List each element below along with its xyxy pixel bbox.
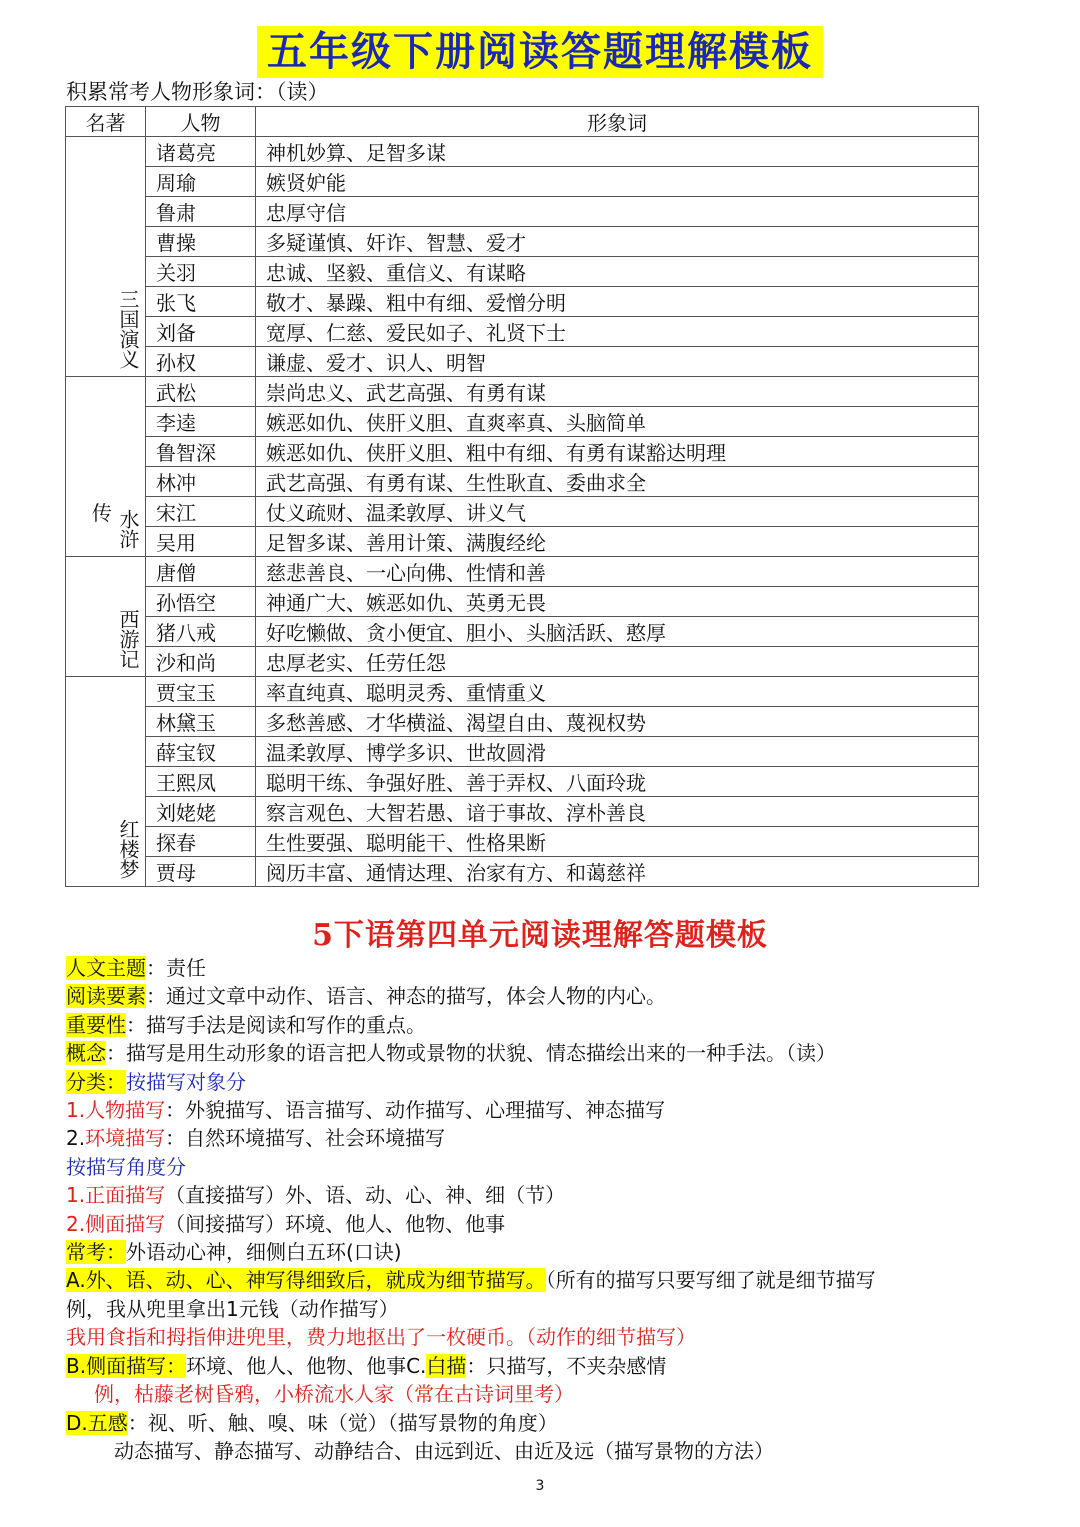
character-traits: 仗义疏财、温柔敦厚、讲义气 <box>256 497 979 527</box>
notes-block <box>66 954 1026 1465</box>
example1-detail: 我用食指和拇指伸进兜里，费力地抠出了一枚硬币。（动作的细节描写） <box>66 1325 696 1350</box>
character-name: 猪八戒 <box>146 617 256 647</box>
example1-prefix: 例，我从兜里拿出1元钱（动作描写） <box>66 1296 399 1321</box>
table-row <box>66 617 979 647</box>
character-traits: 足智多谋、善用计策、满腹经纶 <box>256 527 979 557</box>
table-row <box>66 137 979 167</box>
page-number: 3 <box>535 1478 545 1494</box>
reading-text: ：通过文章中动作、语言、神态的描写，体会人物的内心。 <box>146 984 666 1009</box>
section2-title: 5下语第四单元阅读理解答题模板 <box>312 918 768 953</box>
often-label: 常考： <box>66 1240 126 1265</box>
character-name: 孙悟空 <box>146 587 256 617</box>
character-traits: 神通广大、嫉恶如仇、英勇无畏 <box>256 587 979 617</box>
table-row <box>66 587 979 617</box>
character-traits: 武艺高强、有勇有谋、生性耿直、委曲求全 <box>256 467 979 497</box>
b-highlight: B.侧面描写： <box>66 1353 187 1378</box>
book-name: 红楼梦 <box>116 819 140 879</box>
table-row <box>66 647 979 677</box>
table-row <box>66 557 979 587</box>
character-name: 鲁智深 <box>146 437 256 467</box>
c-highlight: 白描 <box>426 1353 467 1378</box>
c2-num: 2. <box>66 1126 86 1151</box>
table-row <box>66 227 979 257</box>
book-cell <box>66 677 146 887</box>
character-traits: 敬才、暴躁、粗中有细、爱憎分明 <box>256 287 979 317</box>
character-name: 宋江 <box>146 497 256 527</box>
book-name: 三国演义 <box>116 289 140 369</box>
theme-text: ：责任 <box>146 956 206 980</box>
book-name: 西游记 <box>116 609 140 669</box>
character-traits: 生性要强、聪明能干、性格果断 <box>256 827 979 857</box>
table-row <box>66 497 979 527</box>
character-traits: 温柔敦厚、博学多识、世故圆滑 <box>256 737 979 767</box>
c-text: ：只描写，不夹杂感情 <box>466 1353 667 1378</box>
c1-text: ：外貌描写、语言描写、动作描写、心理描写、神态描写 <box>165 1098 666 1123</box>
table-row <box>66 767 979 797</box>
book-cell <box>66 377 146 557</box>
table-row <box>66 707 979 737</box>
c1-num: 1. <box>66 1098 86 1123</box>
character-traits: 慈悲善良、一心向佛、性情和善 <box>256 557 979 587</box>
table-row <box>66 467 979 497</box>
methods-text: 动态描写、静态描写、动静结合、由远到近、由近及远（描写景物的方法） <box>114 1438 774 1463</box>
character-name: 武松 <box>146 377 256 407</box>
character-name: 孙权 <box>146 347 256 377</box>
table-subtitle: 积累常考人物形象词：（读） <box>66 80 329 104</box>
a2-label: 侧面描写 <box>85 1211 166 1236</box>
table-row <box>66 167 979 197</box>
character-name: 诸葛亮 <box>146 137 256 167</box>
character-traits: 忠厚守信 <box>256 197 979 227</box>
importance-text: ：描写手法是阅读和写作的重点。 <box>126 1012 426 1037</box>
character-traits: 阅历丰富、通情达理、治家有方、和蔼慈祥 <box>256 857 979 887</box>
character-name: 探春 <box>146 827 256 857</box>
character-name: 林冲 <box>146 467 256 497</box>
character-name: 刘备 <box>146 317 256 347</box>
character-traits: 宽厚、仁慈、爱民如子、礼贤下士 <box>256 317 979 347</box>
character-traits: 率直纯真、聪明灵秀、重情重义 <box>256 677 979 707</box>
book-cell <box>66 137 146 377</box>
table-row <box>66 317 979 347</box>
table-row <box>66 407 979 437</box>
table-row <box>66 287 979 317</box>
character-name: 刘姥姥 <box>146 797 256 827</box>
table-row <box>66 527 979 557</box>
book-name: 水浒 <box>116 509 140 549</box>
table-row <box>66 377 979 407</box>
character-table <box>65 106 979 887</box>
a-text: （所有的描写只要写细了就是细节描写 <box>545 1268 876 1293</box>
header-book: 名著 <box>66 107 146 137</box>
reading-label: 阅读要素 <box>66 984 146 1009</box>
character-traits: 好吃懒做、贪小便宜、胆小、头脑活跃、憨厚 <box>256 617 979 647</box>
class-label: 分类： <box>66 1069 126 1094</box>
character-name: 周瑜 <box>146 167 256 197</box>
character-traits: 聪明干练、争强好胜、善于弄权、八面玲珑 <box>256 767 979 797</box>
table-row <box>66 347 979 377</box>
character-name: 唐僧 <box>146 557 256 587</box>
character-name: 鲁肃 <box>146 197 256 227</box>
character-traits: 嫉恶如仇、侠肝义胆、直爽率真、头脑简单 <box>256 407 979 437</box>
table-row <box>66 437 979 467</box>
character-name: 王熙凤 <box>146 767 256 797</box>
book-cell <box>66 557 146 677</box>
character-traits: 忠诚、坚毅、重信义、有谋略 <box>256 257 979 287</box>
a2-num: 2. <box>66 1211 86 1236</box>
table-row <box>66 737 979 767</box>
table-row <box>66 797 979 827</box>
concept-label: 概念 <box>66 1041 106 1066</box>
class-text: 按描写对象分 <box>126 1069 246 1094</box>
character-traits: 察言观色、大智若愚、谙于事故、淳朴善良 <box>256 797 979 827</box>
character-name: 曹操 <box>146 227 256 257</box>
a-highlight: A.外、语、动、心、神写得细致后，就成为细节描写。 <box>66 1268 546 1293</box>
page-title: 五年级下册阅读答题理解模板 <box>257 26 823 78</box>
importance-label: 重要性 <box>66 1012 126 1037</box>
character-name: 李逵 <box>146 407 256 437</box>
d-highlight: D.五感 <box>66 1410 128 1435</box>
angle-title: 按描写角度分 <box>66 1154 186 1179</box>
often-text: 外语动心神，细侧白五环(口诀) <box>126 1240 402 1265</box>
table-row <box>66 827 979 857</box>
example2: 例，枯藤老树昏鸦，小桥流水人家（常在古诗词里考） <box>94 1382 574 1407</box>
character-name: 贾宝玉 <box>146 677 256 707</box>
character-name: 薛宝钗 <box>146 737 256 767</box>
character-name: 贾母 <box>146 857 256 887</box>
table-row <box>66 257 979 287</box>
b-text: 环境、他人、他物、他事C. <box>186 1353 427 1378</box>
header-character: 人物 <box>146 107 256 137</box>
a2-text: （间接描写）环境、他人、他物、他事 <box>165 1211 506 1236</box>
character-name: 张飞 <box>146 287 256 317</box>
character-traits: 多愁善感、才华横溢、渴望自由、蔑视权势 <box>256 707 979 737</box>
header-traits: 形象词 <box>256 107 979 137</box>
character-traits: 忠厚老实、任劳任怨 <box>256 647 979 677</box>
character-name: 关羽 <box>146 257 256 287</box>
table-row <box>66 857 979 887</box>
a1-num: 1. <box>66 1183 86 1208</box>
character-traits: 崇尚忠义、武艺高强、有勇有谋 <box>256 377 979 407</box>
character-traits: 嫉恶如仇、侠肝义胆、粗中有细、有勇有谋豁达明理 <box>256 437 979 467</box>
c2-label: 环境描写 <box>85 1126 166 1151</box>
c1-label: 人物描写 <box>85 1098 166 1123</box>
book-name-extra: 传 <box>92 501 112 525</box>
character-traits: 嫉贤妒能 <box>256 167 979 197</box>
concept-text: ：描写是用生动形象的语言把人物或景物的状貌、情态描绘出来的一种手法。（读） <box>106 1041 836 1066</box>
d-text: ：视、听、触、嗅、味（觉）（描写景物的角度） <box>127 1410 558 1435</box>
a1-text: （直接描写）外、语、动、心、神、细（节） <box>165 1183 566 1208</box>
theme-label: 人文主题 <box>66 956 146 980</box>
c2-text: ：自然环境描写、社会环境描写 <box>165 1126 446 1151</box>
character-name: 林黛玉 <box>146 707 256 737</box>
character-traits: 多疑谨慎、奸诈、智慧、爱才 <box>256 227 979 257</box>
character-name: 吴用 <box>146 527 256 557</box>
character-traits: 神机妙算、足智多谋 <box>256 137 979 167</box>
character-name: 沙和尚 <box>146 647 256 677</box>
table-row <box>66 677 979 707</box>
table-row <box>66 197 979 227</box>
character-traits: 谦虚、爱才、识人、明智 <box>256 347 979 377</box>
a1-label: 正面描写 <box>85 1183 166 1208</box>
